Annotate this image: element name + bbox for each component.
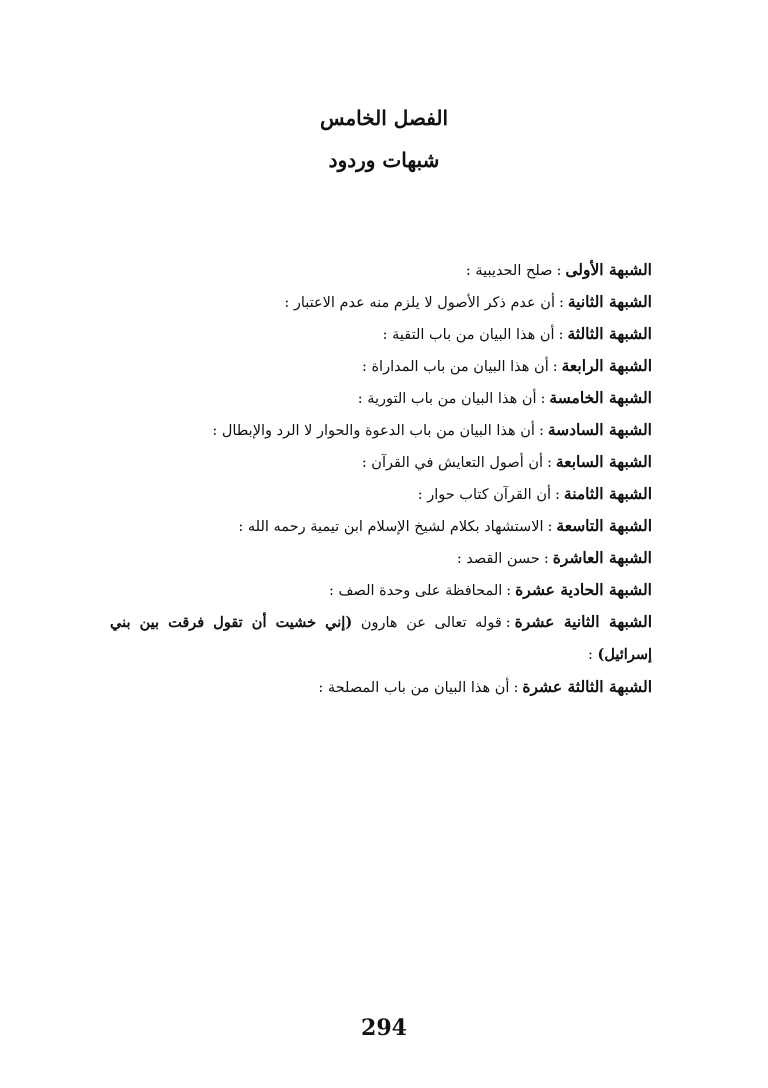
list-item: الشبهة الثالثة عشرة:أن هذا البيان من باب المصلحة :: [318, 677, 652, 696]
page-number: 294: [361, 1015, 407, 1041]
item-text: أن هذا البيان من باب الدعوة والحوار لا الرد والإبطال :: [212, 423, 535, 439]
list-item: الشبهة الحادية عشرة:المحافظة على وحدة الصف :: [329, 580, 652, 599]
objections-list: [110, 254, 652, 703]
item-text: أن عدم ذكر الأصول لا يلزم منه عدم الاعتبار :: [284, 295, 555, 311]
quran-quote: (إني خشيت أن تقول فرقت بين بني إسرائيل): [110, 614, 652, 663]
item-text: أن هذا البيان من باب التورية :: [357, 391, 537, 407]
item-label: الشبهة التاسعة: [556, 516, 652, 535]
item-label: الشبهة الثانية: [567, 292, 652, 311]
item-label: الشبهة الثالثة: [567, 324, 652, 343]
item-label: الشبهة السابعة: [555, 452, 652, 471]
item-label: الشبهة الخامسة: [549, 388, 652, 407]
list-item: الشبهة الرابعة:أن هذا البيان من باب المداراة :: [361, 356, 652, 375]
item-text: أن القرآن كتاب حوار :: [417, 487, 551, 503]
item-text: أن هذا البيان من باب المداراة :: [361, 359, 549, 375]
item-label: الشبهة الثانية عشرة: [514, 612, 652, 631]
item-text: الاستشهاد بكلام لشيخ الإسلام ابن تيمية رحمه الله :: [238, 519, 544, 535]
list-item: الشبهة الثالثة:أن هذا البيان من باب التقية :: [382, 324, 652, 343]
item-text: صلح الحديبية :: [465, 263, 553, 279]
item-text: قوله تعالى عن هارون: [360, 615, 502, 631]
item-text: أن أصول التعايش في القرآن :: [361, 455, 544, 471]
list-item: الشبهة الثانية عشرة:قوله تعالى عن هارون (إني خشيت أن تقول فرقت بين بني إسرائيل) :: [110, 612, 652, 663]
item-end: :: [588, 647, 593, 663]
item-label: الشبهة الأولى: [565, 260, 652, 279]
item-text: أن هذا البيان من باب التقية :: [382, 327, 555, 343]
list-item: الشبهة السادسة:أن هذا البيان من باب الدعوة والحوار لا الرد والإبطال :: [212, 420, 652, 439]
list-item: الشبهة الثامنة:أن القرآن كتاب حوار :: [417, 484, 652, 503]
item-label: الشبهة الثالثة عشرة: [522, 677, 652, 696]
item-text: المحافظة على وحدة الصف :: [329, 583, 503, 599]
list-item: الشبهة السابعة:أن أصول التعايش في القرآن :: [361, 452, 652, 471]
item-label: الشبهة السادسة: [547, 420, 652, 439]
item-label: الشبهة الرابعة: [561, 356, 652, 375]
item-text: حسن القصد :: [456, 551, 540, 567]
list-item: الشبهة العاشرة:حسن القصد :: [456, 548, 652, 567]
list-item: الشبهة الأولى:صلح الحديبية :: [465, 260, 652, 279]
list-item: الشبهة الخامسة:أن هذا البيان من باب التورية :: [357, 388, 652, 407]
list-item: الشبهة التاسعة:الاستشهاد بكلام لشيخ الإسلام ابن تيمية رحمه الله :: [238, 516, 652, 535]
item-label: الشبهة الحادية عشرة: [515, 580, 652, 599]
item-label: الشبهة العاشرة: [552, 548, 652, 567]
item-label: الشبهة الثامنة: [563, 484, 652, 503]
item-text: أن هذا البيان من باب المصلحة :: [318, 680, 510, 696]
list-item: الشبهة الثانية:أن عدم ذكر الأصول لا يلزم منه عدم الاعتبار :: [284, 292, 652, 311]
chapter-heading: الفصل الخامس: [319, 106, 449, 130]
chapter-title: شبهات وردود: [328, 148, 440, 172]
